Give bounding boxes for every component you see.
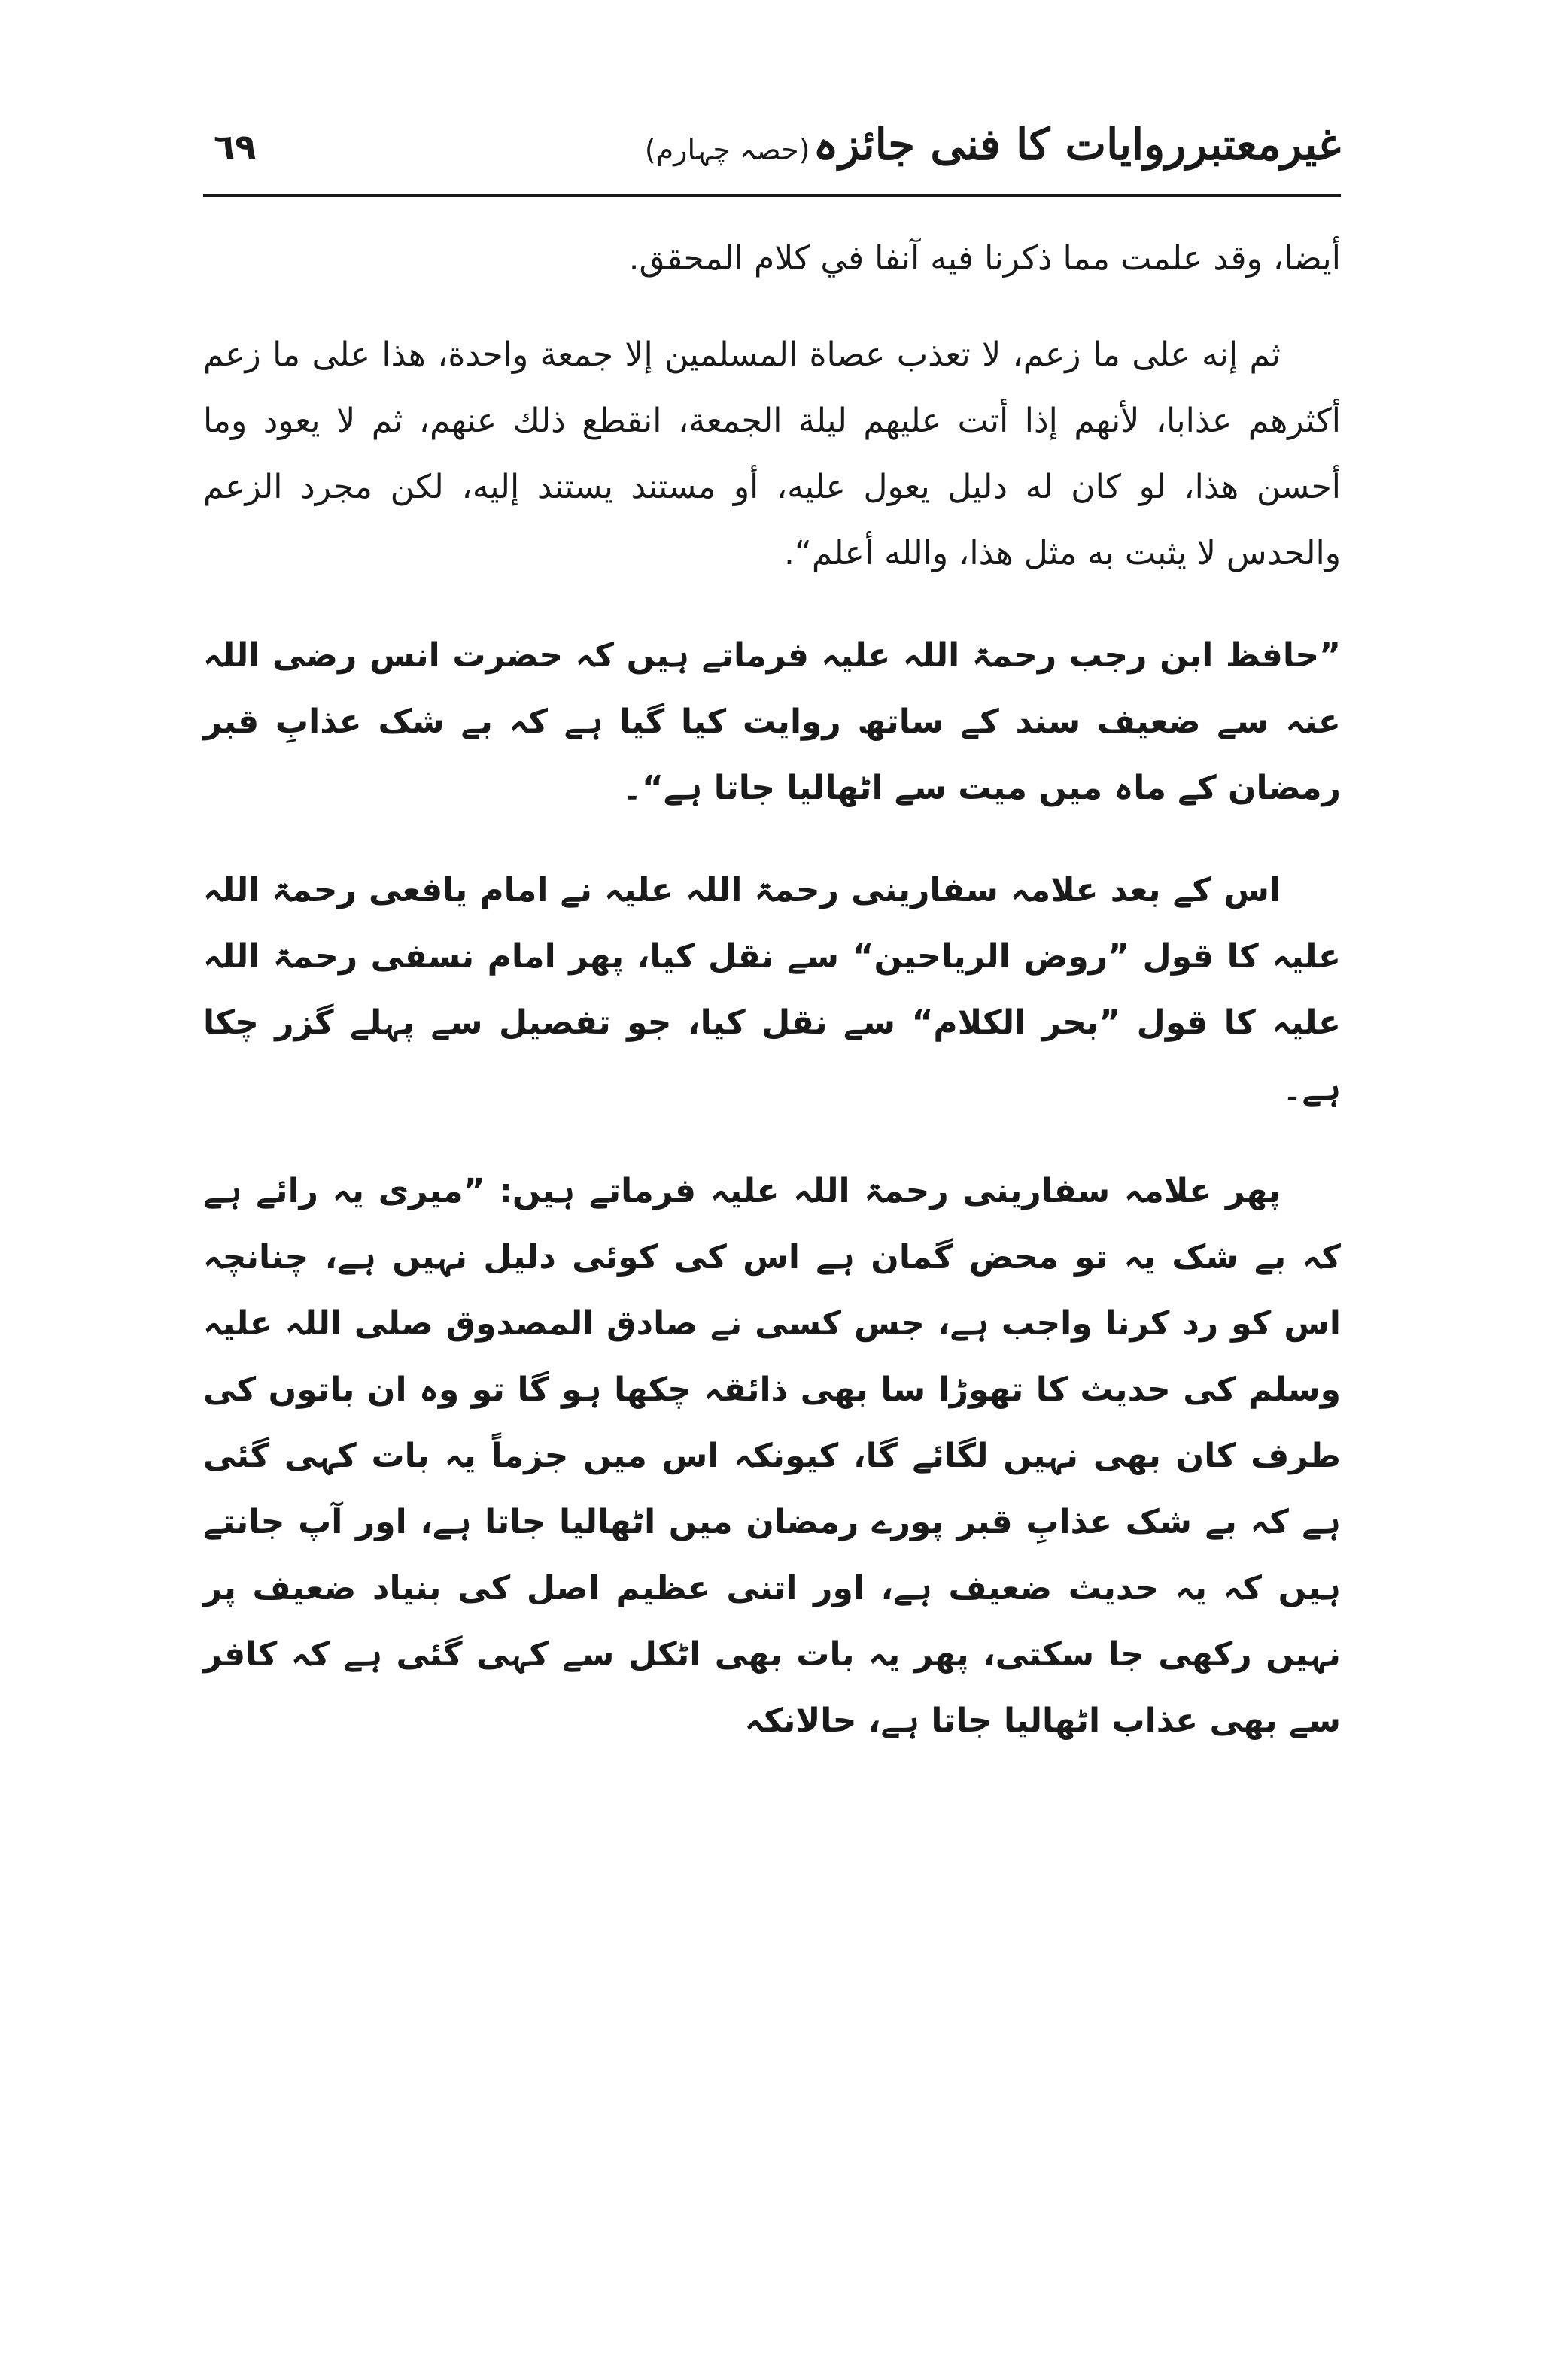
book-title: غیرمعتبرروایات کا فنی جائزہ xyxy=(813,119,1341,170)
urdu-paragraph-2: پھر علامہ سفارینی رحمۃ اللہ علیہ فرماتے ہیں: ”میری یہ رائے ہے کہ بے شک یہ تو محض گمان ہے اس کی کوئی دلیل نہیں ہے، چنانچہ اس کو رد کرنا واجب ہے، جس کسی نے صادق المصدوق صلی اللہ علیہ وسلم کی حدیث کا تھوڑا سا بھی ذائقہ چکھا ہو گا تو وہ ان باتوں کی طرف کان بھی نہیں لگائے گا، کیونکہ اس میں جزماً یہ بات کہی گئی ہے کہ بے شک عذابِ قبر پورے رمضان میں اٹھالیا جاتا ہے، اور آپ جانتے ہیں کہ یہ حدیث ضعیف ہے، اور اتنی عظیم اصل کی بنیاد ضعیف پر نہیں رکھی جا سکتی، پھر یہ بات بھی اٹکل سے کہی گئی ہے کہ کافر سے بھی عذاب اٹھالیا جاتا ہے، حالانکہ xyxy=(203,1172,1341,1740)
part-label: (حصہ چہارم) xyxy=(644,133,810,166)
urdu-quote-paragraph: ”حافظ ابن رجب رحمۃ اللہ علیہ فرماتے ہیں کہ حضرت انس رضی اللہ عنہ سے ضعیف سند کے ساتھ روایت کیا گیا ہے کہ بے شک عذابِ قبر رمضان کے ماہ میں میت سے اٹھالیا جاتا ہے“۔ xyxy=(203,636,1341,807)
urdu-paragraph-1: اس کے بعد علامہ سفارینی رحمۃ اللہ علیہ نے امام یافعی رحمۃ اللہ علیہ کا قول ”روض الریاحین“ سے نقل کیا، پھر امام نسفی رحمۃ اللہ علیہ کا قول ”بحر الکلام“ سے نقل کیا، جو تفصیل سے پہلے گزر چکا ہے۔ xyxy=(203,871,1341,1108)
page-header xyxy=(199,113,1341,196)
page-number: ٦٩ xyxy=(214,126,257,167)
arabic-paragraph-1: أيضا، وقد علمت مما ذكرنا فيه آنفا في كلام المحقق. xyxy=(628,239,1341,278)
header-rule xyxy=(203,194,1341,197)
arabic-paragraph-2: ثم إنه على ما زعم، لا تعذب عصاة المسلمين إلا جمعة واحدة، هذا على ما زعم أكثرهم عذابا، لأنهم إذا أتت عليهم ليلة الجمعة، انقطع ذلك عنهم، ثم لا يعود وما أحسن هذا، لو كان له دليل يعول عليه، أو مستند يستند إليه، لكن مجرد الزعم والحدس لا يثبت به مثل هذا، والله أعلم“. xyxy=(203,335,1341,572)
page-body xyxy=(203,226,1341,1754)
running-title xyxy=(631,119,1341,170)
